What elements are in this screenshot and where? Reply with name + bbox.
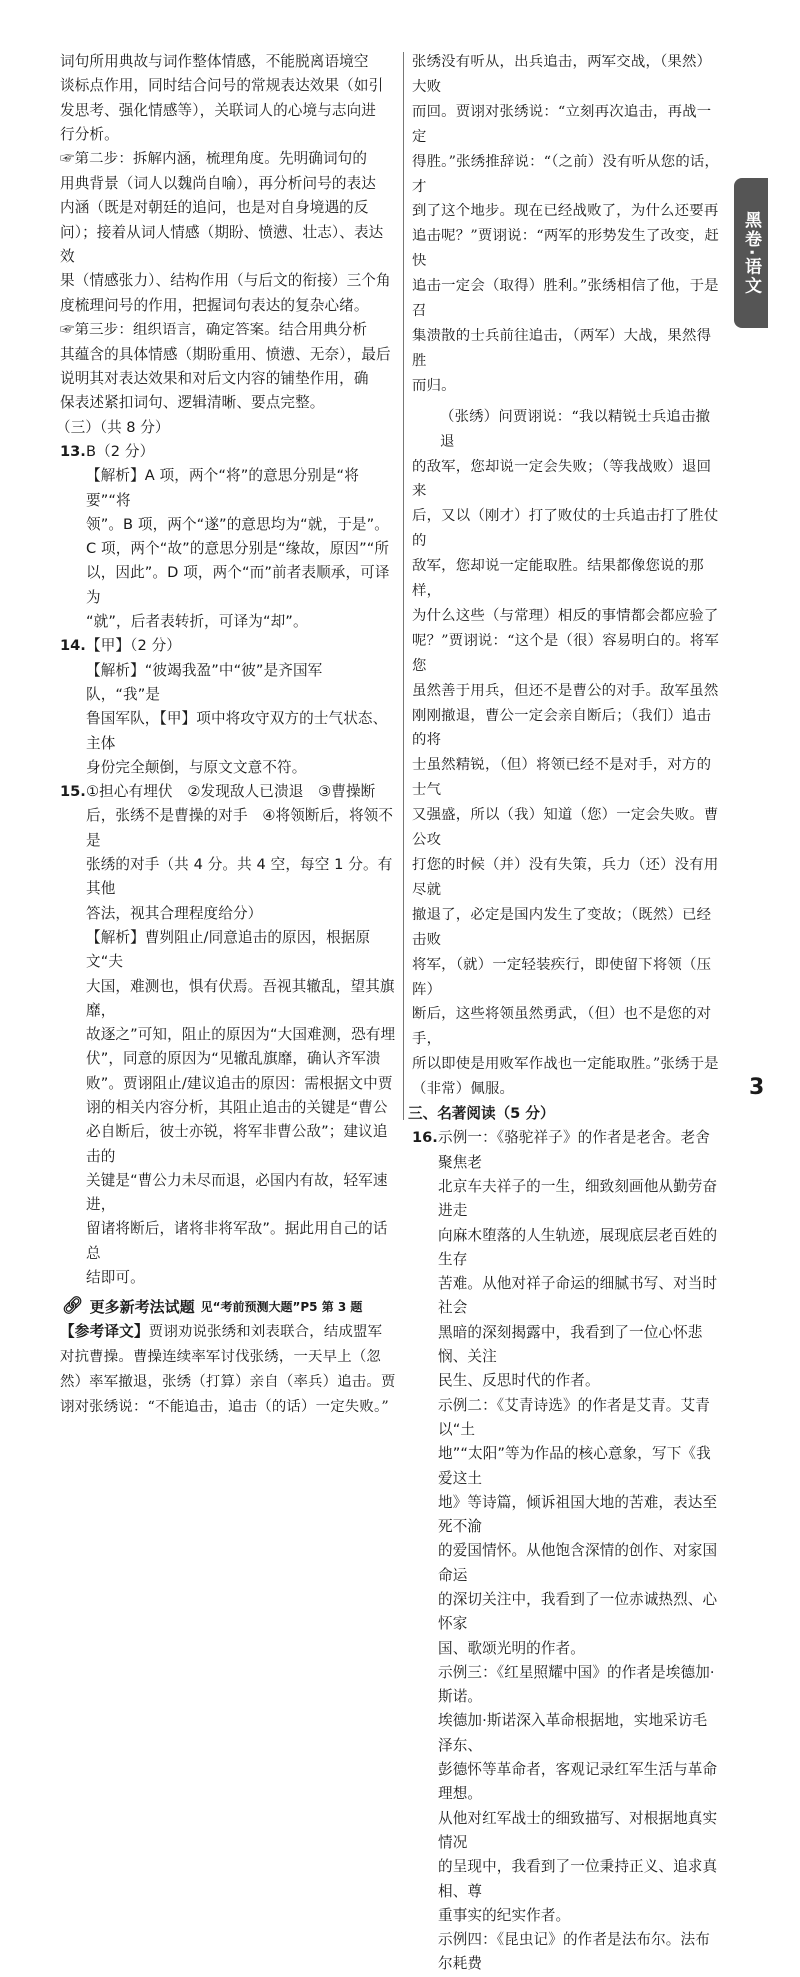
question-14 bbox=[60, 634, 396, 780]
answer-line: 示例四：《昆虫记》的作者是法布尔。法布尔耗费 bbox=[438, 1931, 710, 1973]
translation-continued bbox=[412, 50, 720, 399]
analysis-line: 大国，难测也，惧有伏焉。吾视其辙乱，望其旗靡， bbox=[86, 977, 395, 1019]
page-number: 3 bbox=[749, 1075, 765, 1100]
analysis-line: 必自断后，彼士亦锐，将军非曹公敌”；建议追击的 bbox=[86, 1123, 388, 1165]
text-line: 的敌军，您却说一定会失败；（等我战败）退回来 bbox=[412, 458, 712, 500]
text-line: 内涵（既是对朝廷的追问，也是对自身境遇的反 bbox=[60, 199, 369, 217]
analysis-line: 结即可。 bbox=[86, 1269, 145, 1287]
left-column bbox=[56, 50, 396, 1420]
answer-line: 黑暗的深刻揭露中，我看到了一位心怀悲悯、关注 bbox=[438, 1323, 703, 1366]
answer-line: 地”“太阳”等为作品的核心意象，写下《我爱这土 bbox=[438, 1445, 711, 1487]
text-line: 将军，（就）一定轻装疾行，即使留下将领（压阵） bbox=[412, 956, 712, 998]
text-line: 断后，这些将领虽然勇武，（但）也不是您的对手， bbox=[412, 1006, 712, 1048]
text-line: 打您的时候（并）没有失策，兵力（还）没有用尽就 bbox=[412, 857, 719, 898]
question-15 bbox=[60, 780, 396, 1290]
answer-line: 后，张绣不是曹操的对手 ④将领断后，将领不是 bbox=[86, 807, 394, 849]
text-line: 说明其对表达效果和对后文内容的铺垫作用，确 bbox=[60, 370, 369, 388]
translation-label: 【参考译文】 bbox=[60, 1323, 149, 1341]
step2-label: ☞第二步：拆解内涵，梳理角度。 bbox=[60, 151, 279, 168]
text-line: 士虽然精锐，（但）将领已经不是对手，对方的士气 bbox=[412, 757, 712, 799]
question-number: 15. bbox=[60, 783, 86, 801]
answer-line: 的深切关注中，我看到了一位赤诚热烈、心怀家 bbox=[438, 1591, 718, 1633]
text-line: 呢？”贾诩说：“这个是（很）容易明白的。将军您 bbox=[412, 632, 719, 674]
subject-side-tab: 黑卷·语文 bbox=[734, 178, 768, 328]
text-line: 刚刚撤退，曹公一定会亲自断后；（我们）追击的将 bbox=[412, 707, 712, 749]
link-icon: 🔗︎ bbox=[62, 1296, 84, 1317]
answer-line: 的爱国情怀。从他饱含深情的创作、对家国命运 bbox=[438, 1542, 718, 1584]
answer-line: 重事实的纪实作者。 bbox=[438, 1906, 571, 1924]
answer-line: 答法，视其合理程度给分） bbox=[86, 904, 263, 922]
step3-label: ☞第三步：组织语言，确定答案。 bbox=[60, 321, 279, 338]
analysis-line: 伏”，同意的原因为“见辙乱旗靡，确认齐军溃 bbox=[86, 1050, 381, 1068]
text-line: 后，又以（刚才）打了败仗的士兵追击打了胜仗的 bbox=[412, 508, 719, 550]
analysis-line: 鲁国军队，【甲】项中将攻守双方的士气状态、主体 bbox=[86, 710, 388, 752]
text-line: 追击一定会（取得）胜利。”张绣相信了他，于是召 bbox=[412, 278, 719, 320]
text-line: 度梳理问号的作用，把握词句表达的复杂心绪。 bbox=[60, 296, 369, 314]
question-number: 14. bbox=[60, 637, 86, 655]
question-13 bbox=[60, 440, 396, 634]
answer-line: 张绣的对手（共 4 分。共 4 空，每空 1 分。有其他 bbox=[86, 856, 393, 898]
answer-line: 【甲】（2 分） bbox=[86, 637, 181, 655]
answer-line: 的呈现中，我看到了一位秉持正义、追求真相、尊 bbox=[438, 1858, 718, 1900]
text-line: 对抗曹操。曹操连续率军讨伐张绣，一天早上（忽 bbox=[60, 1349, 381, 1366]
question-number: 13. bbox=[60, 442, 86, 460]
analysis-line: 身份完全颠倒，与原文文意不符。 bbox=[86, 758, 307, 776]
analysis-line: 留诸将断后，诸将非将军敌”。据此用自己的话总 bbox=[86, 1220, 388, 1262]
question-number: 16. bbox=[412, 1129, 438, 1147]
text-line: 行分析。 bbox=[60, 125, 119, 143]
answer-line: 苦难。从他对祥子命运的细腻书写、对当时社会 bbox=[438, 1275, 718, 1317]
question-16 bbox=[412, 1126, 720, 1976]
text-line: 问）；接着从词人情感（期盼、愤懑、壮志）、表达效 bbox=[60, 223, 384, 265]
text-line: 集溃散的士兵前往追击，（两军）大战，果然得胜 bbox=[412, 327, 712, 369]
text-line: 敌军，您却说一定能取胜。结果都像您说的那样， bbox=[412, 558, 704, 600]
answer-line: 民生、反思时代的作者。 bbox=[438, 1372, 600, 1390]
text-line: 发思考、强化情感等），关联词人的心境与志向进 bbox=[60, 101, 376, 119]
text-line: 其蕴含的具体情感（期盼重用、愤懑、无奈），最后 bbox=[60, 345, 391, 363]
analysis-line: 诩的相关内容分析，其阻止追击的关键是“曹公 bbox=[86, 1098, 388, 1116]
text-line: 诩对张绣说：“不能追击，追击（的话）一定失败。” bbox=[60, 1399, 389, 1416]
analysis-line: 关键是“曹公力未尽而退，必国内有故，轻军速进， bbox=[86, 1171, 388, 1214]
text-line: 果（情感张力）、结构作用（与后文的衔接）三个角 bbox=[60, 272, 391, 290]
right-column bbox=[408, 50, 720, 1977]
analysis-line: 以，因此”。D 项，两个“而”前者表顺承，可译为 bbox=[86, 564, 390, 606]
translation-paragraph-2 bbox=[412, 405, 720, 1102]
text-line: 用典背景（词人以魏尚自喻），再分析问号的表达 bbox=[60, 175, 376, 193]
analysis-line: 【解析】曹刿阻止/同意追击的原因，根据原文“夫 bbox=[86, 928, 371, 971]
answer-line: ①担心有埋伏 ②发现敌人已溃退 ③曹操断 bbox=[86, 783, 376, 801]
analysis-line: 败”。贾诩阻止/建议追击的原因：需根据文中贾 bbox=[86, 1074, 393, 1092]
part3-heading: （三）（共 8 分） bbox=[56, 418, 170, 436]
text-line: 贾诩劝说张绣和刘表联合，结成盟军 bbox=[148, 1324, 383, 1341]
more-questions-banner bbox=[62, 1294, 396, 1318]
text-line: 先明确词句的 bbox=[278, 150, 368, 168]
answer-line: 示例三：《红星照耀中国》的作者是埃德加·斯诺。 bbox=[438, 1663, 715, 1706]
text-line: 所以即使是用败军作战也一定能取胜。”张绣于是 bbox=[412, 1056, 719, 1073]
text-line: 追击呢？”贾诩说：“两军的形势发生了改变，赶快 bbox=[412, 228, 719, 270]
text-line: 而回。贾诩对张绣说：“立刻再次追击，再战一定 bbox=[412, 103, 712, 145]
analysis-line: 故逐之”可知，阻止的原因为“大国难测，恐有埋 bbox=[86, 1026, 396, 1044]
answer-line: 北京车夫祥子的一生，细致刻画他从勤劳奋进走 bbox=[438, 1177, 718, 1220]
text-line: 得胜。”张绣推辞说：“（之前）没有听从您的话，才 bbox=[412, 153, 720, 195]
answer-line: 彭德怀等革命者，客观记录红军生活与革命理想。 bbox=[438, 1761, 718, 1803]
translation-block bbox=[60, 1320, 396, 1420]
text-line: 词句所用典故与词作整体情感，不能脱离语境空 bbox=[60, 53, 369, 70]
text-line: 又强盛，所以（我）知道（您）一定会失败。曹公攻 bbox=[412, 807, 719, 849]
text-line: 虽然善于用兵，但还不是曹公的对手。敌军虽然 bbox=[412, 682, 719, 699]
analysis-line: C 项，两个“故”的意思分别是“缘故，原因”“所 bbox=[86, 540, 390, 558]
text-line: （非常）佩服。 bbox=[412, 1081, 515, 1098]
answer-line: 向麻木堕落的人生轨迹，展现底层老百姓的生存 bbox=[438, 1226, 718, 1268]
step3-block bbox=[60, 318, 396, 416]
analysis-line: 领”。B 项，两个“遂”的意思均为“就，于是”。 bbox=[86, 515, 389, 533]
banner-subtitle: 见“考前预测大题”P5 第 3 题 bbox=[200, 1299, 363, 1314]
text-line: 为什么这些（与常理）相反的事情都会都应验了 bbox=[412, 607, 719, 624]
analysis-line: “就”，后者表转折，可译为“却”。 bbox=[86, 613, 308, 631]
text-line: 结合用典分析 bbox=[278, 320, 368, 338]
banner-title: 更多新考法试题 bbox=[89, 1297, 195, 1316]
text-line: 到了这个地步。现在已经战败了，为什么还要再 bbox=[412, 203, 719, 220]
analysis-line: 【解析】A 项，两个“将”的意思分别是“将要”“将 bbox=[86, 467, 359, 509]
answer-line: 示例一：《骆驼祥子》的作者是老舍。老舍聚焦老 bbox=[438, 1129, 710, 1171]
answer-line: 从他对红军战士的细致描写、对根据地真实情况 bbox=[438, 1809, 718, 1851]
part3-title: 三、名著阅读（5 分） bbox=[408, 1105, 555, 1123]
text-line: 张绣没有听从，出兵追击，两军交战，（果然）大败 bbox=[412, 54, 712, 95]
answer-line: 国、歌颂光明的作者。 bbox=[438, 1639, 585, 1657]
text-line: 撤退了，必定是国内发生了变故；（既然）已经击败 bbox=[412, 906, 712, 948]
intro-block bbox=[60, 50, 396, 147]
answer-line: 埃德加·斯诺深入革命根据地，实地采访毛泽东、 bbox=[438, 1712, 708, 1754]
text-line: 然）率军撤退，张绣（打算）亲自（率兵）追击。贾 bbox=[60, 1374, 396, 1391]
step2-block bbox=[60, 147, 396, 318]
analysis-line: 【解析】“彼竭我盈”中“彼”是齐国军队，“我”是 bbox=[86, 661, 323, 703]
answer-line: B（2 分） bbox=[86, 442, 155, 460]
text-line: 保表述紧扣词句、逻辑清晰、要点完整。 bbox=[60, 394, 325, 412]
column-divider bbox=[403, 52, 404, 1120]
text-line: 谈标点作用，同时结合问号的常规表达效果（如引 bbox=[60, 77, 384, 95]
answer-line: 示例二：《艾青诗选》的作者是艾青。艾青以“土 bbox=[438, 1396, 710, 1438]
answer-line: 地》等诗篇，倾诉祖国大地的苦难，表达至死不渝 bbox=[438, 1493, 718, 1536]
text-line: 而归。 bbox=[412, 377, 456, 394]
text-line: （张绣）问贾诩说：“我以精锐士兵追击撤退 bbox=[440, 408, 711, 450]
